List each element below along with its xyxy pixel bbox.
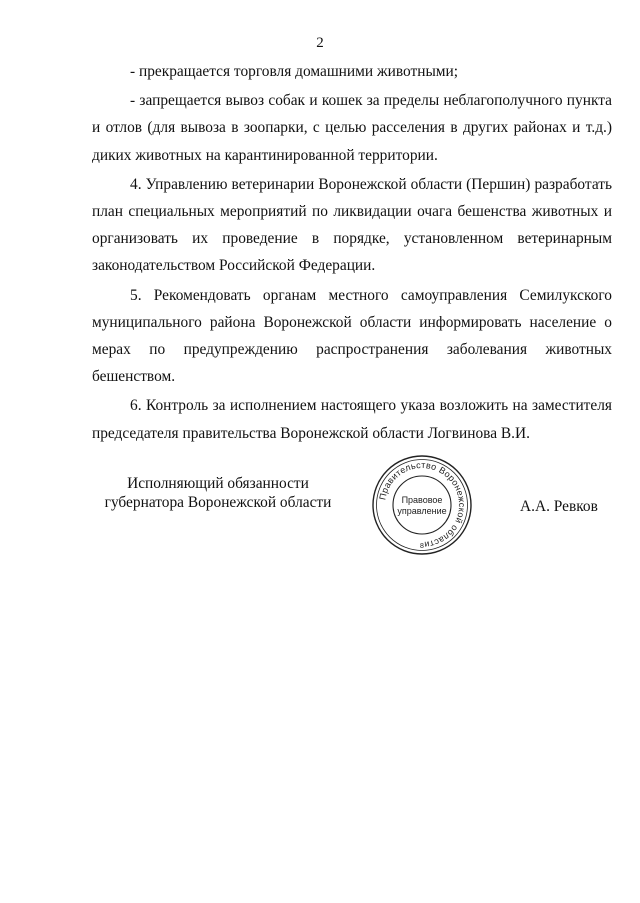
paragraph-export-ban: - запрещается вывоз собак и кошек за пределы неблагополучного пункта и отлов (для вывоза в зоопарки, с целью расселения в других районах и т.д.) диких животных на карантинированной территории.: [92, 92, 612, 164]
signatory-name: А.А. Ревков: [520, 498, 598, 515]
page-number: 2: [316, 35, 324, 51]
signatory-title-line-1: Исполняющий обязанности: [127, 475, 309, 492]
paragraph-trade-ban: - прекращается торговля домашними животными;: [130, 63, 459, 80]
seal-inner-line-2: управление: [397, 506, 447, 516]
document-body: [92, 58, 612, 447]
signatory-title: [88, 474, 348, 512]
paragraph-item-5: 5. Рекомендовать органам местного самоуправления Семилукского муниципального района Воронежской области информировать население о мерах по предупреждению распространения заболевания животных бешенством.: [92, 286, 612, 386]
paragraph-item-4: 4. Управлению ветеринарии Воронежской области (Першин) разработать план специальных мероприятий по ликвидации очага бешенства животных и организовать их проведение в порядке, установленном ветеринарным законодательством Российской Федерации.: [92, 175, 612, 275]
seal-number: 8: [420, 543, 424, 550]
seal-inner-line-1: Правовое: [401, 495, 443, 505]
seal-outer-text: Правительство Воронежской области: [377, 459, 468, 550]
signatory-title-line-2: губернатора Воронежской области: [104, 494, 332, 511]
paragraph-item-6: 6. Контроль за исполнением настоящего указа возложить на заместителя председателя правительства Воронежской области Логвинова В.И.: [92, 397, 612, 442]
official-seal: [371, 454, 473, 556]
